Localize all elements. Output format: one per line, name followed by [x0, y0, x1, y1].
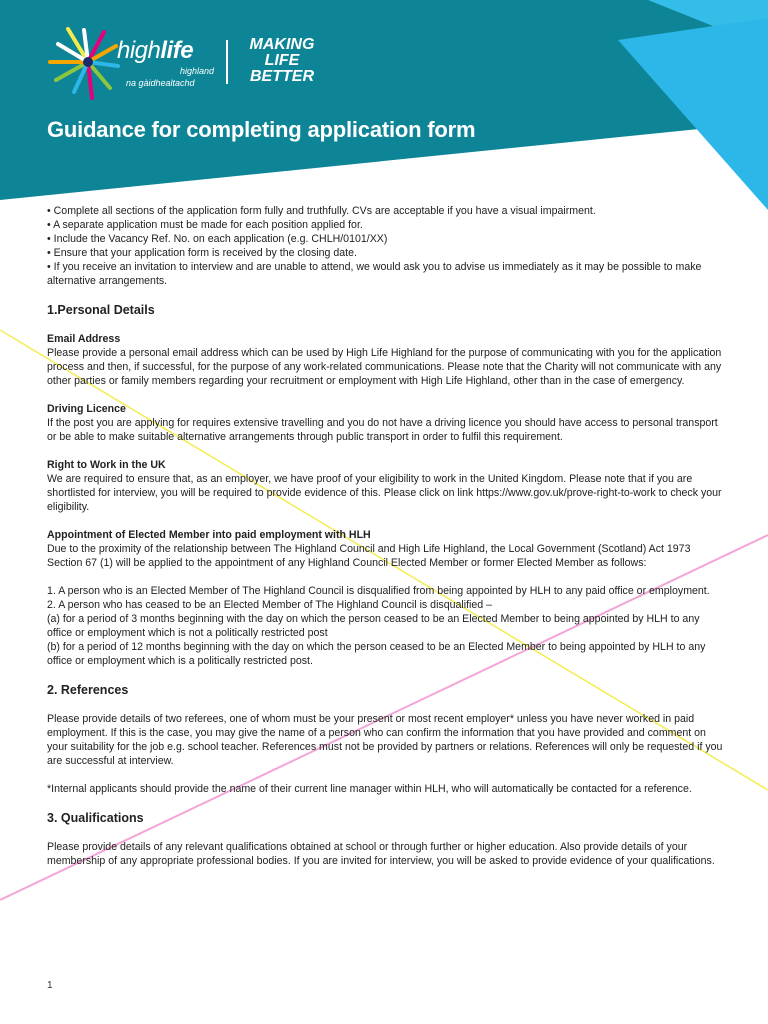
- elected-member-item-2: 2. A person who has ceased to be an Elected Member of The Highland Council is disqualified –: [47, 599, 493, 611]
- slogan-line-1: MAKING: [249, 36, 315, 53]
- slogan: [240, 37, 324, 85]
- subheading-elected-member: Appointment of Elected Member into paid employment with HLH: [47, 529, 371, 541]
- section-heading-references: 2. References: [47, 683, 129, 697]
- page-title: Guidance for completing application form: [47, 117, 476, 142]
- elected-member-item-1: 1. A person who is an Elected Member of The Highland Council is disqualified from being appointed by HLH to any paid office or employment.: [47, 585, 710, 597]
- brand-high: high: [117, 37, 161, 64]
- section-heading-qualifications: 3. Qualifications: [47, 811, 144, 825]
- subheading-right-to-work: Right to Work in the UK: [47, 459, 166, 471]
- page-number: 1: [47, 980, 53, 991]
- elected-member-item-2a: (a) for a period of 3 months beginning with the day on which the person ceased to be an Elected Member to being appointed by HLH to any office or employment which is not a politically restricted post: [47, 613, 700, 639]
- brand-subtitle-gaelic: na gàidhealtachd: [126, 78, 195, 88]
- intro-bullet: • Include the Vacancy Ref. No. on each application (e.g. CHLH/0101/XX): [47, 233, 388, 245]
- references-text: Please provide details of two referees, one of whom must be your present or most recent employer* unless you have never worked in paid employment. If this is the case, you may give the name of a person who can confirm the information that you have provided and comment on your suitability for the job e.g. school teacher. References must not be provided by partners or relations. References will only be requested if you are successful at interview.: [47, 713, 723, 767]
- elected-member-item-2b: (b) for a period of 12 months beginning with the day on which the person ceased to be an Elected Member to being appointed by HLH to any office or employment which is a politically restricted post.: [47, 641, 706, 667]
- header-band: [0, 0, 768, 200]
- brand-life: life: [160, 37, 194, 64]
- subheading-email-address: Email Address: [47, 333, 121, 345]
- subheading-driving-licence: Driving Licence: [47, 403, 126, 415]
- driving-licence-text: If the post you are applying for requires extensive travelling and you do not have a driving licence you should have access to personal transport or be able to make suitable alternative arrangements through public transport in order to fulfil this requirement.: [47, 417, 718, 443]
- logo-divider: [226, 40, 228, 84]
- slogan-line-2: LIFE: [264, 52, 300, 69]
- elected-member-text: Due to the proximity of the relationship between The Highland Council and High Life Highland, the Local Government (Scotland) Act 1973 Section 67 (1) will be applied to the appointment of any Highland Council Elected Member or former Elected Member as follows:: [47, 543, 691, 569]
- brand-wordmark: [117, 37, 193, 65]
- references-note: *Internal applicants should provide the name of their current line manager within HLH, who will automatically be contacted for a reference.: [47, 783, 692, 795]
- intro-bullet: • A separate application must be made for each position applied for.: [47, 219, 363, 231]
- email-address-text: Please provide a personal email address which can be used by High Life Highland for the purpose of communicating with you for the application process and then, if successful, for the purpose of any work-related communications. Please note that the Charity will not communicate with any other parties or family members regarding your recruitment or employment with High Life Highland, other than in the case of emergency.: [47, 347, 722, 387]
- slogan-line-3: BETTER: [250, 68, 314, 85]
- right-to-work-text: We are required to ensure that, as an employer, we have proof of your eligibility to work in the United Kingdom. Please note that if you are shortlisted for interview, you will be required to provide evidence of this. Please click on link https://www.gov.uk/prove-right-to-work to check your eligibility.: [47, 473, 722, 513]
- intro-bullets: [47, 204, 723, 288]
- intro-bullet: • Ensure that your application form is received by the closing date.: [47, 247, 357, 259]
- document-body: [47, 204, 723, 868]
- brand-subtitle-highland: highland: [180, 66, 215, 76]
- section-heading-personal-details: 1.Personal Details: [47, 303, 155, 317]
- qualifications-text: Please provide details of any relevant qualifications obtained at school or through further or higher education. Also provide details of your membership of any appropriate professional bodies. If you are invited for interview, you will be asked to provide evidence of your qualifications.: [47, 841, 715, 867]
- intro-bullet: • Complete all sections of the application form fully and truthfully. CVs are acceptable if you have a visual impairment.: [47, 205, 596, 217]
- intro-bullet: • If you receive an invitation to interview and are unable to attend, we would ask you to advise us immediately as it may be possible to make alternative arrangements.: [47, 261, 702, 287]
